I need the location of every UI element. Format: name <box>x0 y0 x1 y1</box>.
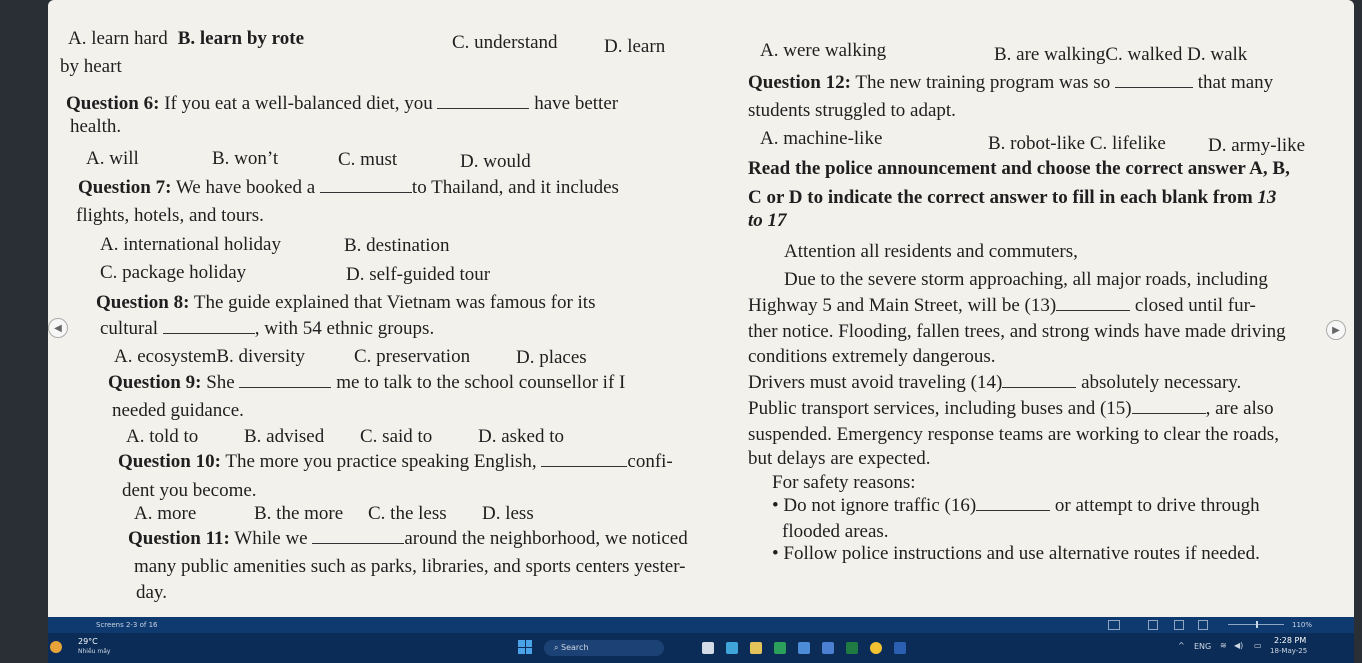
q9-line2: needed guidance. <box>112 400 244 421</box>
passage-line3-a: Highway 5 and Main Street, will be (13) <box>748 295 1057 316</box>
q8-option-a[interactable]: A. ecosystem <box>114 346 217 367</box>
passage-line11-a: • Do not ignore traffic (16) <box>772 495 977 516</box>
blank-13[interactable] <box>1056 296 1130 311</box>
q7-blank[interactable] <box>320 178 412 193</box>
passage-greeting: Attention all residents and commuters, <box>784 241 1078 262</box>
q11-blank[interactable] <box>312 529 404 544</box>
volume-icon[interactable]: ◀) <box>1234 641 1244 650</box>
q10-blank[interactable] <box>541 452 627 467</box>
q12-option-b[interactable]: B. robot-like <box>988 133 1086 154</box>
q11-option-b[interactable]: B. are walking <box>994 44 1106 65</box>
q6-line2: health. <box>70 116 122 137</box>
passage-line3-b: closed until fur- <box>1134 295 1256 316</box>
q11-text2: around the neighborhood, we noticed <box>404 528 688 549</box>
read-mode-icon[interactable] <box>1148 620 1158 630</box>
q12-text2: that many <box>1197 72 1274 93</box>
photos-icon[interactable] <box>822 642 834 654</box>
q10-option-d[interactable]: D. less <box>482 503 534 524</box>
web-layout-icon[interactable] <box>1198 620 1208 630</box>
taskbar-search-box[interactable] <box>544 640 664 656</box>
task-view-icon[interactable] <box>702 642 714 654</box>
q10-line1 <box>118 451 673 473</box>
passage-line12: flooded areas. <box>782 521 889 542</box>
q9-option-a[interactable]: A. told to <box>126 426 199 447</box>
q12-options-bc <box>988 133 1166 155</box>
file-explorer-icon[interactable] <box>750 642 762 654</box>
chrome-icon[interactable] <box>870 642 882 654</box>
instructions-line3: to 17 <box>748 210 787 231</box>
q6-option-a[interactable]: A. will <box>86 148 139 169</box>
passage-line3 <box>748 295 1256 317</box>
weather-temp[interactable]: 29°C <box>78 637 98 646</box>
q5-option-d[interactable]: D. learn <box>604 36 666 57</box>
q8-option-d[interactable]: D. places <box>516 347 587 368</box>
start-windows-icon[interactable] <box>518 640 532 654</box>
passage-line7 <box>748 398 1274 420</box>
passage-line6-a: Drivers must avoid traveling (14) <box>748 372 1003 393</box>
q11-text1: While we <box>229 528 308 549</box>
q12-line1 <box>748 72 1273 94</box>
q6-option-d[interactable]: D. would <box>460 151 531 172</box>
q7-option-c[interactable]: C. package holiday <box>100 262 247 283</box>
q8-option-c[interactable]: C. preservation <box>354 346 471 367</box>
instructions-line2 <box>748 187 1276 209</box>
q10-option-b[interactable]: B. the more <box>254 503 344 524</box>
page-counter: Screens 2-3 of 16 <box>96 621 158 629</box>
q12-option-c[interactable]: C. lifelike <box>1089 133 1166 154</box>
battery-icon[interactable]: ▭ <box>1254 641 1262 650</box>
q7-label: Question 7: <box>78 177 172 198</box>
q11-options-bcd <box>994 44 1247 66</box>
search-placeholder: Search <box>561 643 589 652</box>
passage-line6 <box>748 372 1241 394</box>
blank-16[interactable] <box>976 496 1050 511</box>
clock-time[interactable]: 2:28 PM <box>1274 636 1307 645</box>
q10-line2: dent you become. <box>122 480 257 501</box>
prev-page-arrow-icon[interactable]: ◀ <box>48 318 68 338</box>
passage-line13: • Follow police instructions and use alternative routes if needed. <box>772 543 1260 564</box>
search-icon: ⌕ <box>554 643 562 652</box>
q10-label: Question 10: <box>118 451 221 472</box>
instructions-line2-text: C or D to indicate the correct answer to fill in each blank from <box>748 187 1258 208</box>
q7-text1: We have booked a <box>171 177 316 198</box>
q10-option-c[interactable]: C. the less <box>368 503 447 524</box>
q11-line1 <box>128 528 688 550</box>
passage-line7-a: Public transport services, including buses and (15) <box>748 398 1132 419</box>
q7-text2: to Thailand, and it includes <box>411 177 619 198</box>
q7-option-b[interactable]: B. destination <box>344 235 450 256</box>
q9-text2: me to talk to the school counsellor if I <box>336 372 626 393</box>
q9-option-c[interactable]: C. said to <box>360 426 433 447</box>
q9-option-d[interactable]: D. asked to <box>478 426 565 447</box>
next-page-arrow-icon[interactable]: ▶ <box>1326 320 1346 340</box>
q12-text1: The new training program was so <box>850 72 1111 93</box>
q8-line2 <box>100 318 434 340</box>
document-page <box>48 0 1354 628</box>
instructions-range-start: 13 <box>1257 187 1277 208</box>
q6-option-b[interactable]: B. won’t <box>212 148 279 169</box>
zoom-level[interactable]: 110% <box>1292 621 1313 629</box>
q10-text2: confi- <box>627 451 673 472</box>
q9-label: Question 9: <box>108 372 202 393</box>
q12-label: Question 12: <box>748 72 851 93</box>
q8-text1: The guide explained that Vietnam was famous for its <box>189 292 596 313</box>
q8-label: Question 8: <box>96 292 190 313</box>
q6-text2: have better <box>534 93 619 114</box>
q8-blank[interactable] <box>163 319 255 334</box>
tray-chevron-icon[interactable]: ^ <box>1178 641 1185 650</box>
passage-line8: suspended. Emergency response teams are working to clear the roads, <box>748 424 1279 445</box>
passage-line9: but delays are expected. <box>748 448 931 469</box>
store-icon[interactable] <box>774 642 786 654</box>
q8-text3: , with 54 ethnic groups. <box>254 318 435 339</box>
clock-date[interactable]: 18-May-25 <box>1270 647 1308 655</box>
q12-blank[interactable] <box>1115 73 1193 88</box>
passage-line4: ther notice. Flooding, fallen trees, and strong winds have made driving <box>748 321 1286 342</box>
blank-15[interactable] <box>1132 399 1206 414</box>
q9-option-b[interactable]: B. advised <box>244 426 325 447</box>
passage-line5: conditions extremely dangerous. <box>748 346 996 367</box>
weather-icon[interactable] <box>50 641 62 653</box>
q11-line2: many public amenities such as parks, libraries, and sports centers yester- <box>134 556 686 577</box>
q6-label: Question 6: <box>66 93 160 114</box>
taskbar <box>48 633 1354 663</box>
q11-line3: day. <box>136 582 167 603</box>
passage-line11 <box>772 495 1260 517</box>
q9-blank[interactable] <box>239 373 331 388</box>
passage-line10: For safety reasons: <box>772 472 916 493</box>
print-layout-icon[interactable] <box>1174 620 1184 630</box>
q5-option-tail: by heart <box>60 56 122 77</box>
q9-text1: She <box>201 372 235 393</box>
language-indicator[interactable]: ENG <box>1194 642 1212 651</box>
q8-options-row <box>114 346 305 368</box>
zoom-slider-thumb[interactable] <box>1256 621 1258 628</box>
q6-line1 <box>66 93 618 115</box>
blank-14[interactable] <box>1002 373 1076 388</box>
q7-line2: flights, hotels, and tours. <box>76 205 264 226</box>
q12-option-a[interactable]: A. machine-like <box>760 128 883 149</box>
q11-option-c[interactable]: C. walked <box>1105 44 1183 65</box>
passage-line7-b: , are also <box>1205 398 1274 419</box>
q7-line1 <box>78 177 619 199</box>
q5-option-a[interactable]: A. learn hard <box>68 28 168 49</box>
wifi-icon[interactable]: ≋ <box>1220 641 1227 650</box>
q11-label: Question 11: <box>128 528 230 549</box>
q12-line2: students struggled to adapt. <box>748 100 956 121</box>
q10-option-a[interactable]: A. more <box>134 503 197 524</box>
q9-line1 <box>108 372 625 394</box>
instructions-line1: Read the police announcement and choose the correct answer A, B, <box>748 158 1290 179</box>
weather-desc: Nhiều mây <box>78 648 111 655</box>
passage-line11-b: or attempt to drive through <box>1054 495 1260 516</box>
viewer-status-bar <box>48 617 1354 633</box>
q5-option-b[interactable]: B. learn by rote <box>177 28 305 49</box>
q8-option-b[interactable]: B. diversity <box>216 346 306 367</box>
edge-icon[interactable] <box>726 642 738 654</box>
q11-option-d[interactable]: D. walk <box>1187 44 1248 65</box>
word-icon[interactable] <box>894 642 906 654</box>
q5-option-c[interactable]: C. understand <box>452 32 558 53</box>
q10-text1: The more you practice speaking English, <box>220 451 537 472</box>
passage-line2: Due to the severe storm approaching, all major roads, including <box>784 269 1268 290</box>
mail-icon[interactable] <box>798 642 810 654</box>
q5-options-row <box>68 28 304 50</box>
q12-option-d[interactable]: D. army-like <box>1208 135 1306 156</box>
q6-option-c[interactable]: C. must <box>338 149 398 170</box>
q7-option-d[interactable]: D. self-guided tour <box>346 264 491 285</box>
excel-icon[interactable] <box>846 642 858 654</box>
q8-text2: cultural <box>100 318 159 339</box>
q7-option-a[interactable]: A. international holiday <box>100 234 281 255</box>
passage-line6-b: absolutely necessary. <box>1081 372 1242 393</box>
q6-text1: If you eat a well-balanced diet, you <box>159 93 433 114</box>
q11-option-a[interactable]: A. were walking <box>760 40 887 61</box>
q8-line1 <box>96 292 595 314</box>
q6-blank[interactable] <box>437 94 529 109</box>
focus-icon[interactable] <box>1108 620 1120 630</box>
